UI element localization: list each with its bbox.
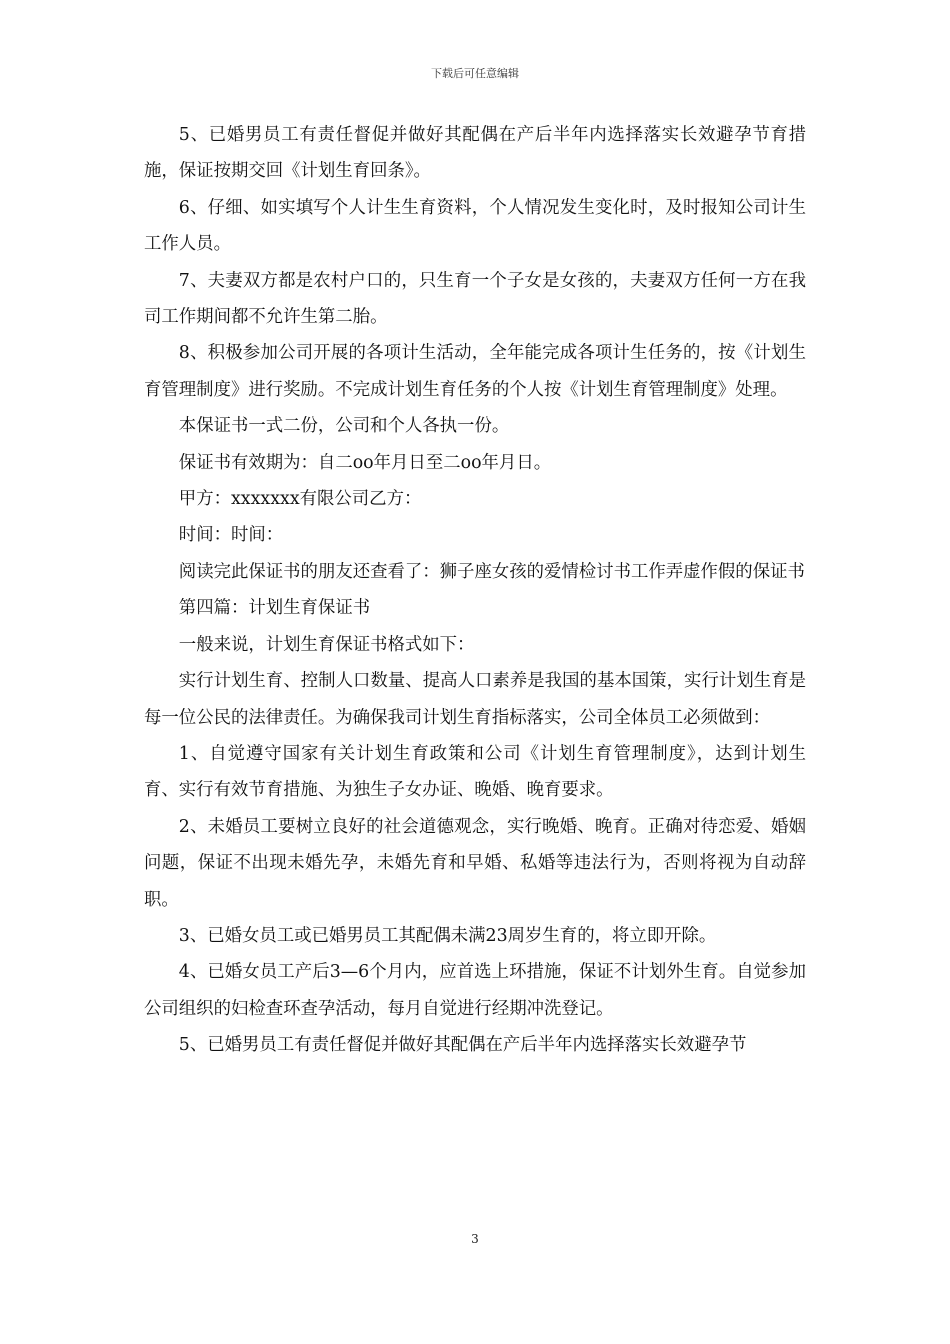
paragraph: 3、已婚女员工或已婚男员工其配偶未满23周岁生育的，将立即开除。 [178, 925, 717, 946]
section-heading: 第四篇：计划生育保证书 [178, 598, 371, 619]
paragraph: 阅读完此保证书的朋友还查看了：狮子座女孩的爱情检讨书工作弄虚作假的保证书 [178, 561, 805, 582]
paragraph: 保证书有效期为：自二oo年月日至二oo年月日。 [178, 452, 552, 473]
paragraph: 5、已婚男员工有责任督促并做好其配偶在产后半年内选择落实长效避孕节 [178, 1035, 747, 1056]
paragraph: 7、夫妻双方都是农村户口的，只生育一个子女是女孩的，夫妻双方任何一方在我司工作期间都不允许生第二胎。 [144, 270, 806, 328]
paragraph: 4、已婚女员工产后3—6个月内，应首选上环措施，保证不计划外生育。自觉参加公司组织的妇检查环查孕活动，每月自觉进行经期冲洗登记。 [144, 962, 806, 1019]
paragraph: 时间：时间： [178, 525, 284, 546]
paragraph: 甲方：xxxxxxx有限公司乙方： [178, 489, 422, 510]
page-header: 下载后可任意编辑 [431, 67, 519, 80]
paragraph: 一般来说，计划生育保证书格式如下： [178, 634, 475, 655]
page-number: 3 [471, 1232, 479, 1246]
paragraph: 8、积极参加公司开展的各项计生活动，全年能完成各项计生任务的，按《计划生育管理制度》进行奖励。不完成计划生育任务的个人按《计划生育管理制度》处理。 [144, 343, 806, 400]
paragraph: 2、未婚员工要树立良好的社会道德观念，实行晚婚、晚育。正确对待恋爱、婚姻问题，保证不出现未婚先孕，未婚先育和早婚、私婚等违法行为，否则将视为自动辞职。 [144, 816, 806, 910]
document-body [144, 117, 806, 1064]
paragraph: 本保证书一式二份，公司和个人各执一份。 [178, 416, 510, 437]
paragraph: 1、自觉遵守国家有关计划生育政策和公司《计划生育管理制度》，达到计划生育、实行有效节育措施、为独生子女办证、晚婚、晚育要求。 [144, 743, 806, 801]
paragraph: 6、仔细、如实填写个人计生生育资料，个人情况发生变化时，及时报知公司计生工作人员。 [144, 197, 806, 255]
paragraph: 5、已婚男员工有责任督促并做好其配偶在产后半年内选择落实长效避孕节育措施，保证按期交回《计划生育回条》。 [144, 125, 806, 182]
paragraph: 实行计划生育、控制人口数量、提高人口素养是我国的基本国策，实行计划生育是每一位公民的法律责任。为确保我司计划生育指标落实，公司全体员工必须做到： [144, 671, 806, 728]
